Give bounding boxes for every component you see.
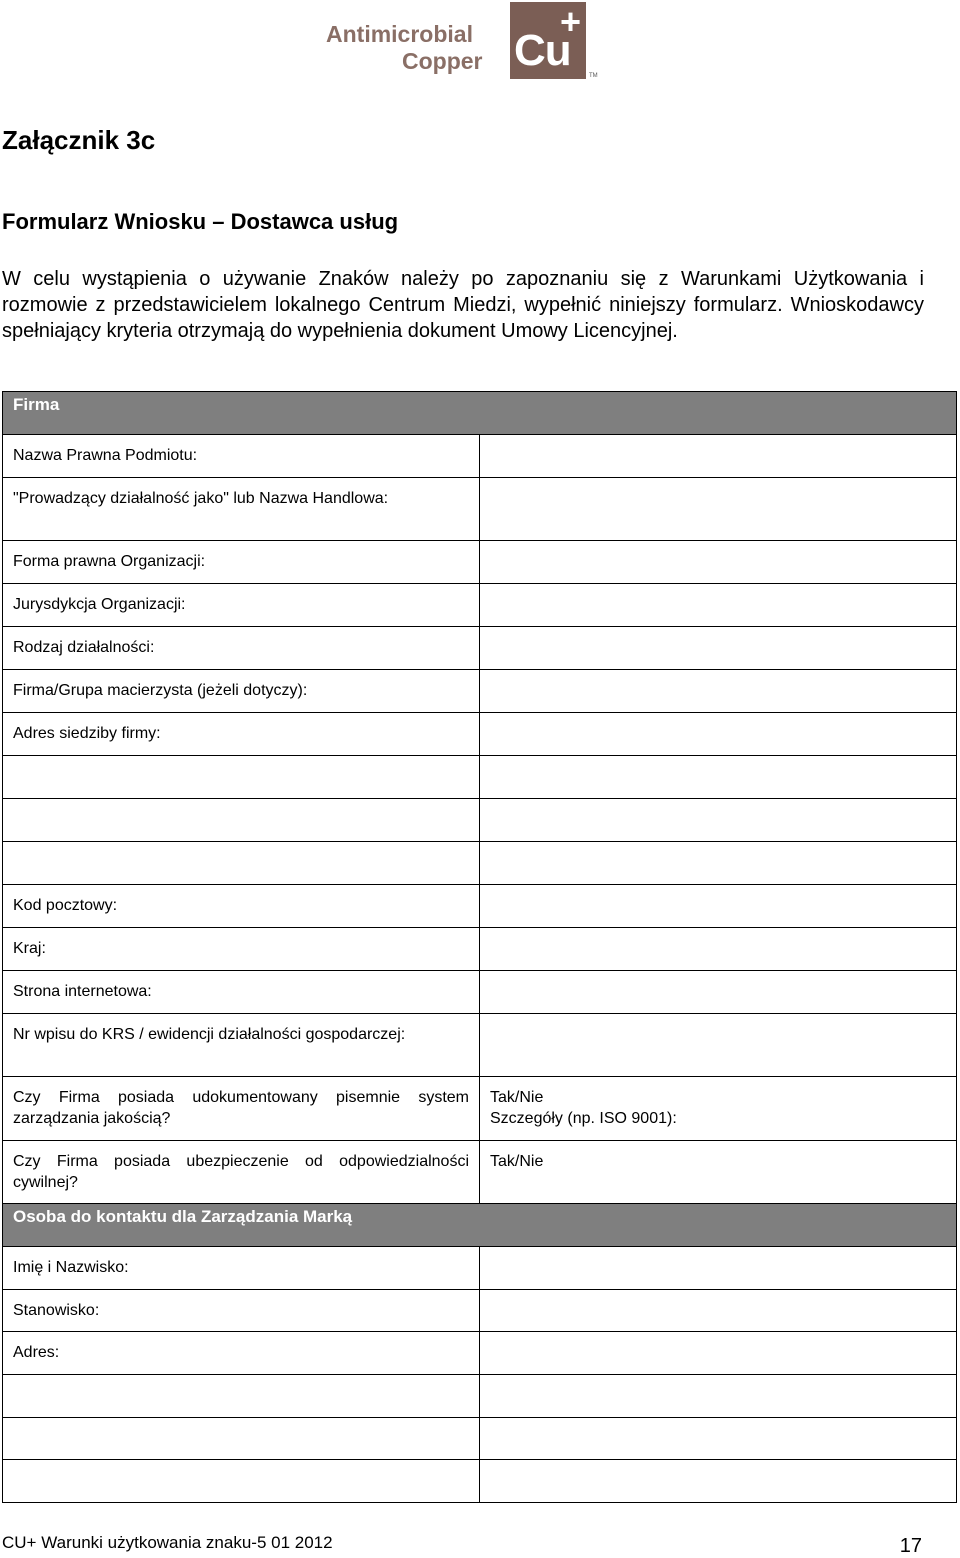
section-header-label: Osoba do kontaktu dla Zarządzania Marką bbox=[3, 1204, 957, 1247]
field-label: Nazwa Prawna Podmiotu: bbox=[3, 435, 480, 478]
form-row-contact-address bbox=[3, 1332, 957, 1375]
form-row-address-line bbox=[3, 756, 957, 799]
form-row-quality-system bbox=[3, 1077, 957, 1141]
contact-address-line-field[interactable] bbox=[480, 1375, 957, 1418]
section-header-company bbox=[3, 392, 957, 435]
field-label: Kod pocztowy: bbox=[3, 885, 480, 928]
legal-form-field[interactable] bbox=[480, 541, 957, 584]
form-row-business-type bbox=[3, 627, 957, 670]
address-line-field[interactable] bbox=[480, 799, 957, 842]
contact-name-field[interactable] bbox=[480, 1247, 957, 1290]
trademark-symbol: TM bbox=[589, 73, 598, 79]
address-line-field[interactable] bbox=[480, 842, 957, 885]
field-label: Jurysdykcja Organizacji: bbox=[3, 584, 480, 627]
intro-paragraph: W celu wystąpienia o używanie Znaków należy po zapoznaniu się z Warunkami Użytkowania i rozmowie z przedstawicielem lokalnego Centrum Miedzi, wypełnić niniejszy formularz. Wnioskodawcy spełniający kryteria otrzymają do wypełnienia dokument Umowy Licencyjnej. bbox=[2, 268, 924, 342]
field-label: Forma prawna Organizacji: bbox=[3, 541, 480, 584]
form-row-website bbox=[3, 971, 957, 1014]
address-line-label-cell[interactable] bbox=[3, 799, 480, 842]
legal-name-field[interactable] bbox=[480, 435, 957, 478]
address-line-label-cell[interactable] bbox=[3, 756, 480, 799]
logo-text-antimicrobial: Antimicrobial bbox=[326, 21, 473, 47]
field-label: Kraj: bbox=[3, 928, 480, 971]
form-row-contact-address-line bbox=[3, 1375, 957, 1418]
form-row-country bbox=[3, 928, 957, 971]
form-row-contact-name bbox=[3, 1247, 957, 1290]
company-form-table bbox=[2, 391, 957, 1503]
field-label: Rodzaj działalności: bbox=[3, 627, 480, 670]
form-row-address-line bbox=[3, 799, 957, 842]
field-label: Nr wpisu do KRS / ewidencji działalności gospodarczej: bbox=[3, 1014, 480, 1077]
field-label: Imię i Nazwisko: bbox=[3, 1247, 480, 1290]
form-row-postal-code bbox=[3, 885, 957, 928]
trade-name-field[interactable] bbox=[480, 478, 957, 541]
footer-page-number: 17 bbox=[899, 1535, 922, 1557]
website-field[interactable] bbox=[480, 971, 957, 1014]
form-row-parent-group bbox=[3, 670, 957, 713]
field-label: "Prowadzący działalność jako" lub Nazwa Handlowa: bbox=[3, 478, 480, 541]
form-row-address bbox=[3, 713, 957, 756]
contact-position-field[interactable] bbox=[480, 1290, 957, 1332]
field-label: Czy Firma posiada ubezpieczenie od odpowiedzialności cywilnej? bbox=[3, 1141, 480, 1204]
contact-address-line-field[interactable] bbox=[480, 1418, 957, 1460]
yes-no-option[interactable]: Tak/Nie bbox=[490, 1089, 544, 1106]
form-row-trade-name bbox=[3, 478, 957, 541]
field-label: Czy Firma posiada udokumentowany pisemnie system zarządzania jakością? bbox=[3, 1077, 480, 1141]
address-field[interactable] bbox=[480, 713, 957, 756]
contact-address-line-field[interactable] bbox=[480, 1460, 957, 1503]
form-row-contact-position bbox=[3, 1290, 957, 1332]
field-label: Stanowisko: bbox=[3, 1290, 480, 1332]
antimicrobial-copper-logo bbox=[326, 2, 598, 82]
address-line-field[interactable] bbox=[480, 756, 957, 799]
details-label: Szczegóły (np. ISO 9001): bbox=[490, 1110, 677, 1127]
yes-no-option[interactable]: Tak/Nie bbox=[490, 1153, 544, 1170]
postal-code-field[interactable] bbox=[480, 885, 957, 928]
address-line-label-cell[interactable] bbox=[3, 842, 480, 885]
logo-text-copper: Copper bbox=[402, 48, 483, 74]
address-line-label-cell[interactable] bbox=[3, 1460, 480, 1503]
field-label: Adres: bbox=[3, 1332, 480, 1375]
field-label: Strona internetowa: bbox=[3, 971, 480, 1014]
form-row-legal-name bbox=[3, 435, 957, 478]
form-row-contact-address-line bbox=[3, 1418, 957, 1460]
field-label: Adres siedziby firmy: bbox=[3, 713, 480, 756]
form-row-contact-address-line bbox=[3, 1460, 957, 1503]
cu-plus-mark bbox=[510, 2, 586, 79]
registration-number-field[interactable] bbox=[480, 1014, 957, 1077]
jurisdiction-field[interactable] bbox=[480, 584, 957, 627]
quality-system-field[interactable] bbox=[480, 1077, 957, 1141]
form-row-liability-insurance bbox=[3, 1141, 957, 1204]
annex-title: Załącznik 3c bbox=[2, 125, 156, 155]
form-row-legal-form bbox=[3, 541, 957, 584]
contact-address-field[interactable] bbox=[480, 1332, 957, 1375]
liability-insurance-field[interactable] bbox=[480, 1141, 957, 1204]
country-field[interactable] bbox=[480, 928, 957, 971]
section-header-brand-contact bbox=[3, 1204, 957, 1247]
address-line-label-cell[interactable] bbox=[3, 1375, 480, 1418]
form-row-jurisdiction bbox=[3, 584, 957, 627]
logo-mark-cu: Cu bbox=[514, 26, 571, 75]
form-row-registration-number bbox=[3, 1014, 957, 1077]
form-row-address-line bbox=[3, 842, 957, 885]
section-header-label: Firma bbox=[3, 392, 957, 435]
business-type-field[interactable] bbox=[480, 627, 957, 670]
address-line-label-cell[interactable] bbox=[3, 1418, 480, 1460]
parent-group-field[interactable] bbox=[480, 670, 957, 713]
logo-mark-plus: + bbox=[560, 1, 582, 42]
footer-document-name: CU+ Warunki użytkowania znaku-5 01 2012 bbox=[2, 1533, 333, 1552]
field-label: Firma/Grupa macierzysta (jeżeli dotyczy): bbox=[3, 670, 480, 713]
form-title: Formularz Wniosku – Dostawca usług bbox=[2, 209, 399, 234]
